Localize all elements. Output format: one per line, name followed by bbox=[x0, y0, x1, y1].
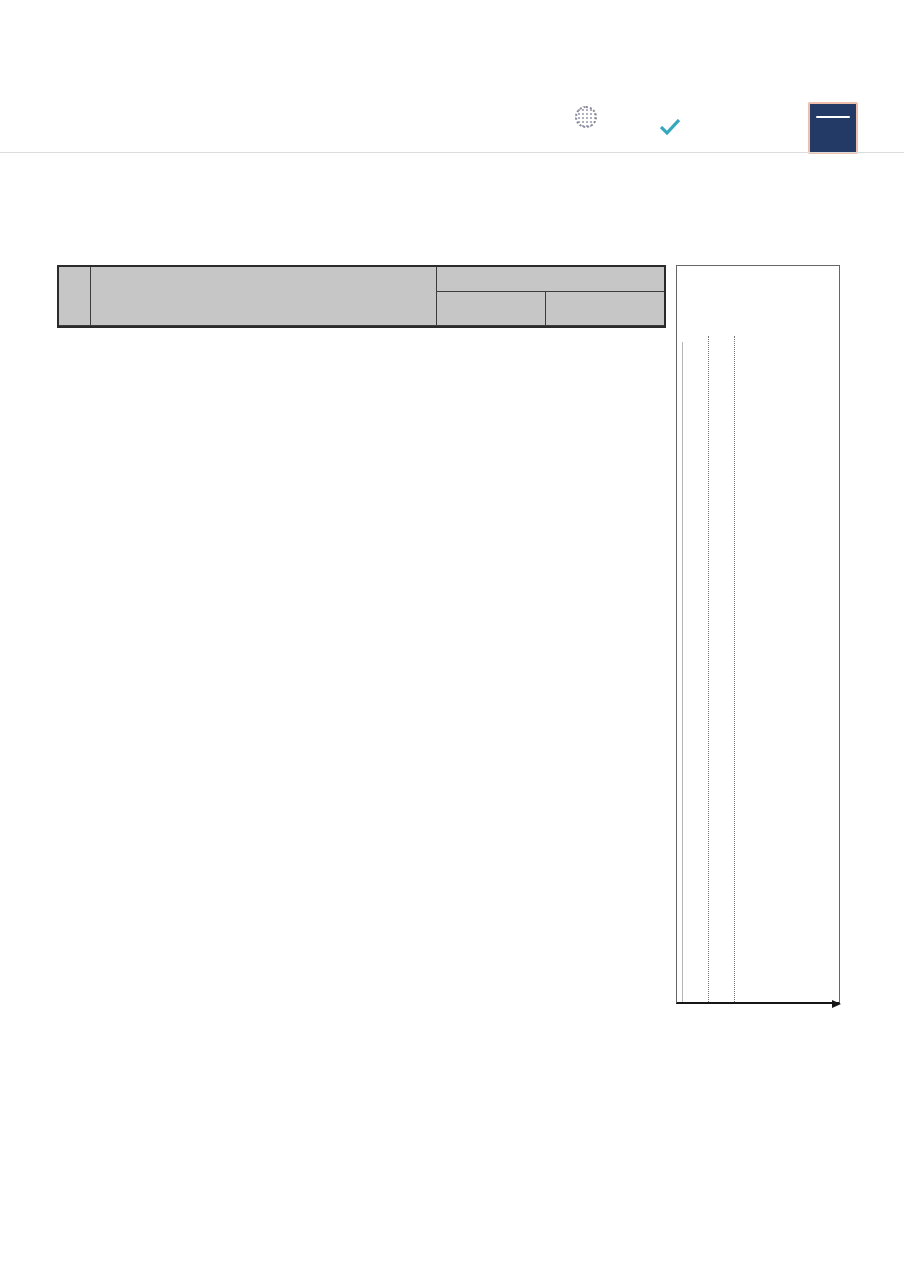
patient-info bbox=[57, 161, 867, 256]
axis-arrow-icon bbox=[832, 1000, 841, 1008]
cap-globe-icon bbox=[575, 106, 597, 128]
cmk-sgs-badge bbox=[752, 102, 810, 103]
checkmark-icon bbox=[659, 118, 681, 139]
cbmo-percentage-chart bbox=[676, 265, 840, 1004]
col-header-relative bbox=[546, 292, 664, 325]
patient-line bbox=[57, 161, 867, 185]
registered-line bbox=[57, 232, 867, 256]
col-header-number bbox=[59, 267, 91, 325]
order-line bbox=[57, 209, 867, 233]
results-table bbox=[57, 265, 666, 328]
table-header bbox=[59, 267, 664, 326]
iso-15189-chip bbox=[816, 116, 850, 118]
col-header-test-name bbox=[91, 267, 437, 325]
customer-line bbox=[57, 185, 867, 209]
gridline-10-percent bbox=[708, 336, 709, 1002]
certification-badges bbox=[570, 100, 870, 158]
cap-accredited-badge bbox=[575, 106, 675, 130]
header-separator bbox=[0, 152, 904, 153]
col-header-result bbox=[437, 267, 664, 292]
globalgroup-badge bbox=[808, 102, 858, 154]
gridline-100-percent bbox=[734, 336, 735, 1002]
gridline-1-percent bbox=[682, 342, 683, 1002]
col-header-quantitative bbox=[437, 292, 546, 325]
